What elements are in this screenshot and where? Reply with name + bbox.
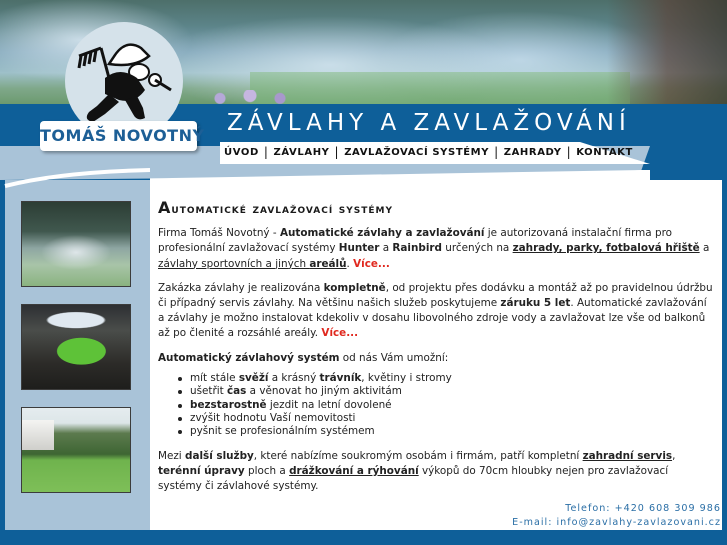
sidebar-image-garden bbox=[21, 201, 131, 287]
right-border bbox=[722, 104, 727, 545]
other-services-paragraph: Mezi další služby, které nabízíme soukromým osobám i firmám, patří kompletní zahradní servis, terénní úpravy ploch a drážkování a rýhování výkopů do 70cm hloubky nejen pro zavlažovací systémy či závlahové systémy. bbox=[158, 449, 676, 493]
hero-flowers bbox=[200, 90, 300, 104]
sidebar-image-lawn bbox=[21, 407, 131, 493]
nav-separator: | bbox=[263, 145, 269, 159]
brand-name[interactable]: TOMÁŠ NOVOTNÝ bbox=[40, 121, 197, 151]
nav-separator: | bbox=[334, 145, 340, 159]
more-link[interactable]: Více... bbox=[321, 327, 359, 340]
intro-paragraph: Firma Tomáš Novotný - Automatické závlahy a zavlažování je autorizovaná instalační firma pro profesionální zavlažovací systémy Hunter a Rainbird určených na zahrady, parky, fotbalová hřiště a závlahy sportovních a jiných areálů. Více... bbox=[158, 227, 710, 270]
hero-trees bbox=[607, 0, 727, 104]
list-item: ušetřit čas a věnovat ho jiným aktivitám bbox=[176, 385, 714, 398]
list-item: bezstarostně jezdit na letní dovolené bbox=[176, 399, 714, 412]
footer-bar bbox=[0, 530, 727, 545]
link-zavlahy-arealu[interactable]: závlahy sportovních a jiných areálů bbox=[158, 257, 347, 270]
main-nav bbox=[224, 145, 633, 159]
benefits-list bbox=[176, 372, 714, 439]
link-zahrady-parky-hriste[interactable]: zahrady, parky, fotbalová hřiště bbox=[512, 242, 700, 255]
phone-line: Telefon: +420 608 309 986 bbox=[565, 503, 721, 514]
site-title: ZÁVLAHY A ZAVLAŽOVÁNÍ bbox=[227, 110, 631, 136]
benefits-intro: Automatický závlahový systém od nás Vám umožní: bbox=[158, 351, 449, 364]
list-item: mít stále svěží a krásný trávník, květiny i stromy bbox=[176, 372, 714, 385]
email-link[interactable]: info@zavlahy-zavlazovani.cz bbox=[556, 517, 721, 528]
list-item: zvýšit hodnotu Vaší nemovitosti bbox=[176, 412, 714, 425]
list-item: pyšnit se profesionálním systémem bbox=[176, 425, 714, 438]
email-line: E-mail: info@zavlahy-zavlazovani.cz bbox=[512, 517, 721, 528]
phone-link[interactable]: +420 608 309 986 bbox=[614, 503, 721, 514]
more-link[interactable]: Více... bbox=[353, 257, 390, 270]
link-drazkovani-ryhovani[interactable]: drážkování a rýhování bbox=[289, 465, 419, 478]
nav-item-uvod[interactable]: ÚVOD bbox=[224, 146, 259, 158]
page-title: Automatické zavlažovací systémy bbox=[158, 198, 393, 217]
service-paragraph: Zakázka závlahy je realizována kompletně, od projektu přes dodávku a montáž až po pravidelnou údržbu či případný servis závlahy. Na většinu našich služeb poskytujeme záruku 5 let. Automatické zavlažování a závlahy je možno instalovat kdekoliv v dosahu libovolného zdroje vody a zavlažovat lze vše od balkonů až po členité a rozsáhlé areály. Více... bbox=[158, 281, 713, 340]
sidebar-image-stadium bbox=[21, 304, 131, 390]
villa-shape bbox=[22, 420, 54, 450]
nav-item-kontakt[interactable]: KONTAKT bbox=[576, 146, 633, 158]
link-zahradni-servis[interactable]: zahradní servis bbox=[582, 449, 673, 462]
nav-item-zavlazovaci-systemy[interactable]: ZAVLAŽOVACÍ SYSTÉMY bbox=[344, 146, 490, 158]
nav-separator: | bbox=[494, 145, 499, 159]
nav-item-zavlahy[interactable]: ZÁVLAHY bbox=[273, 146, 330, 158]
nav-separator: | bbox=[566, 145, 572, 159]
contact-info bbox=[512, 502, 721, 530]
main-content bbox=[158, 200, 714, 503]
gardener-with-rake-icon bbox=[75, 38, 175, 126]
hero-lawn bbox=[250, 72, 630, 104]
nav-item-zahrady[interactable]: ZAHRADY bbox=[503, 146, 562, 158]
